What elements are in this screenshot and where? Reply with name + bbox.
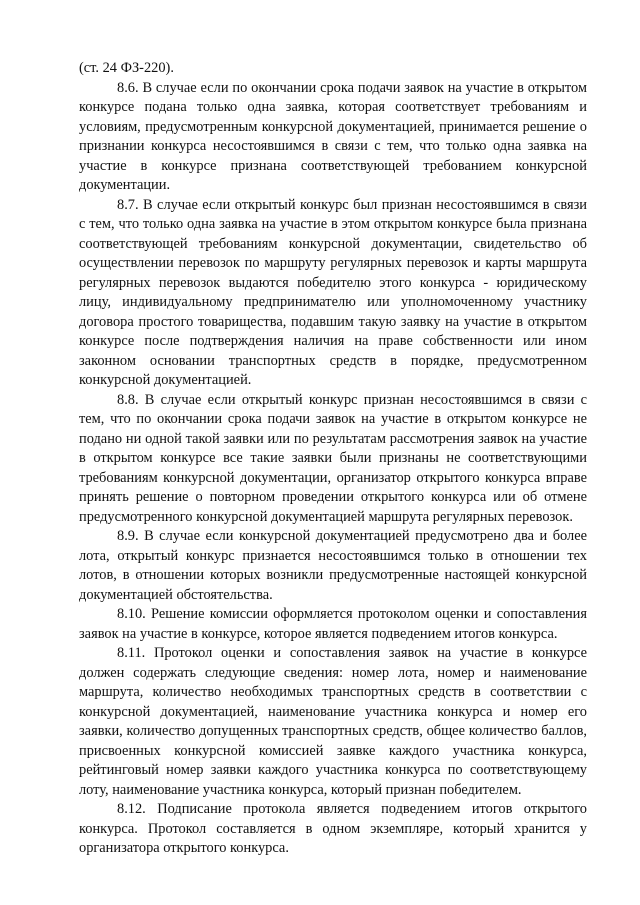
paragraph-reference: (ст. 24 ФЗ-220).: [79, 60, 174, 76]
paragraph-8-7: 8.7. В случае если открытый конкурс был признан несостоявшимся в связи с тем, что только одна заявка на участие в этом открытом конкурсе была признана соответствующей требованиям конкурсной документации, свидетельство об осуществлении перевозок по маршруту регулярных перевозок и карты маршрута регулярных перевозок выдаются победителю этого конкурса - юридическому лицу, индивидуальному предпринимателю или уполномоченному участнику договора простого товарищества, подавшим такую заявку на участие в открытом конкурсе после подтверждения наличия на праве собственности или ином законном основании транспортных средств в порядке, предусмотренном конкурсной документацией.: [79, 196, 587, 388]
paragraph-8-8: 8.8. В случае если открытый конкурс признан несостоявшимся в связи с тем, что по окончании срока подачи заявок на участие в открытом конкурсе не подано ни одной такой заявки или по результатам рассмотрения заявок на участие в открытом конкурсе все такие заявки были признаны не соответствующими требованиям конкурсной документации, организатор открытого конкурса вправе принять решение о повторном проведении открытого конкурса или об отмене предусмотренного конкурсной документацией маршрута регулярных перевозок.: [79, 391, 587, 525]
document-body: [79, 59, 587, 859]
paragraph-8-12: 8.12. Подписание протокола является подведением итогов открытого конкурса. Протокол составляется в одном экземпляре, который хранится у организатора открытого конкурса.: [79, 801, 587, 856]
paragraph-8-9: 8.9. В случае если конкурсной документацией предусмотрено два и более лота, открытый конкурс признается несостоявшимся только в отношении тех лотов, в отношении которых возникли предусмотренные настоящей конкурсной документацией обстоятельства.: [79, 528, 587, 603]
paragraph-8-11: 8.11. Протокол оценки и сопоставления заявок на участие в конкурсе должен содержать следующие сведения: номер лота, номер и наименование маршрута, количество необходимых транспортных средств в соответствии с конкурсной документацией, наименование участника конкурса и номер его заявки, количество допущенных транспортных средств, общее количество баллов, присвоенных конкурсной комиссией заявке каждого участника конкурса, рейтинговый номер заявки каждого участника конкурса по соответствующему лоту, наименование участника конкурса, который признан победителем.: [79, 645, 587, 798]
paragraph-8-6: 8.6. В случае если по окончании срока подачи заявок на участие в открытом конкурсе подана только одна заявка, которая соответствует требованиям и условиям, предусмотренным конкурсной документацией, принимается решение о признании конкурса несостоявшимся в связи с тем, что только одна заявка на участие в конкурсе признана соответствующей требованием конкурсной документации.: [79, 79, 587, 193]
paragraph-8-10: 8.10. Решение комиссии оформляется протоколом оценки и сопоставления заявок на участие в конкурсе, которое является подведением итогов конкурса.: [79, 606, 587, 642]
